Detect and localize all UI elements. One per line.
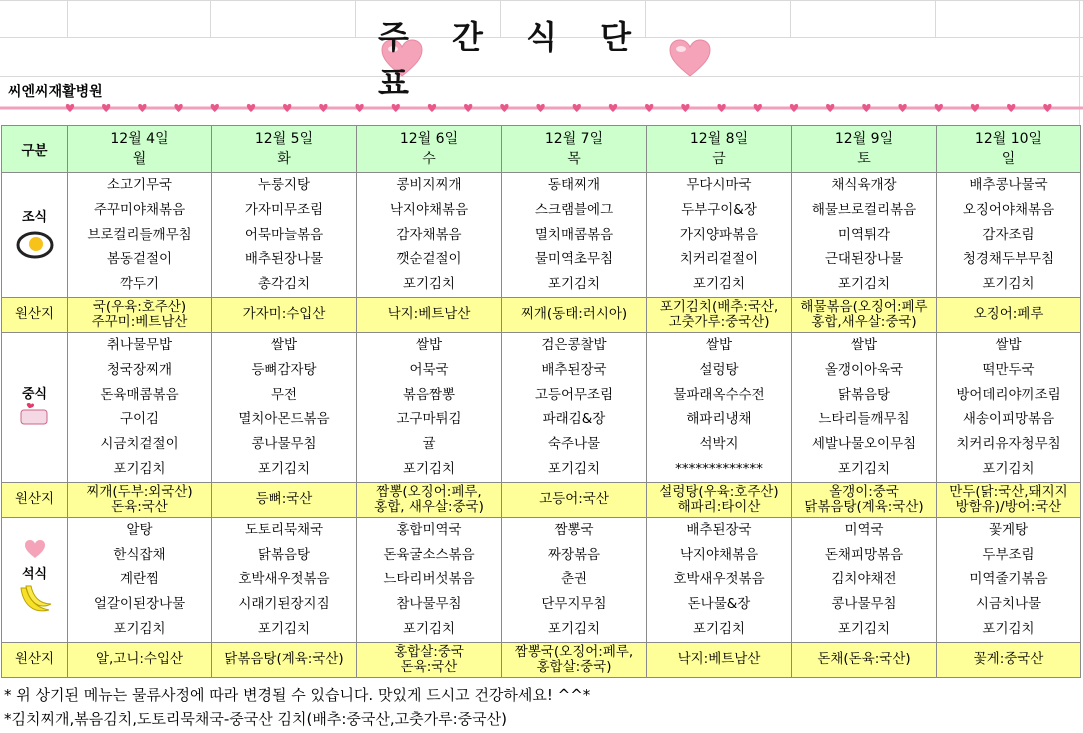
- menu-item: 짬뽕국: [554, 521, 594, 538]
- menu-cell: [357, 173, 502, 298]
- menu-cell: [212, 517, 357, 642]
- origin-text: 설렁탕(우육:호주산): [659, 483, 779, 500]
- menu-item: 멸치아몬드볶음: [238, 411, 330, 428]
- menu-cell: [937, 517, 1081, 642]
- origin-cell: [792, 297, 937, 332]
- menu-item: 포기김치: [113, 620, 166, 637]
- menu-item: 포기김치: [402, 620, 456, 637]
- menu-item: 포기김치: [402, 276, 456, 293]
- menu-item: 느타리들깨무침: [818, 411, 910, 428]
- origin-text: 홍합,새우살:중국): [811, 313, 917, 330]
- menu-item: 홍합미역국: [396, 521, 462, 538]
- origin-text: 꽃게:중국산: [973, 651, 1044, 668]
- menu-item: 도토리묵채국: [244, 521, 324, 538]
- menu-item: 단무지무침: [541, 596, 607, 613]
- menu-item: 근대된장나물: [824, 251, 904, 268]
- header-day: 12월 5일 화: [212, 126, 357, 173]
- menu-item: 시래기된장지짐: [238, 596, 330, 613]
- menu-item: 한식잡채: [113, 546, 166, 563]
- menu-item: 어묵국: [409, 361, 449, 378]
- origin-text: 등뼈:국산: [255, 491, 313, 508]
- origin-cell: [502, 482, 647, 517]
- origin-cell: [647, 297, 792, 332]
- origin-text: 닭볶음탕(계육:국산): [224, 651, 344, 668]
- menu-item: 포기김치: [257, 620, 311, 637]
- small-heart-icon: [247, 104, 255, 112]
- menu-item: 동태찌개: [547, 177, 601, 193]
- small-heart-icon: [319, 104, 327, 112]
- menu-item: 춘권: [560, 571, 588, 588]
- menu-cell: [647, 517, 792, 642]
- small-heart-icon: [211, 104, 219, 112]
- menu-item: 미역국: [844, 521, 884, 538]
- menu-item: 석박지: [699, 436, 739, 453]
- menu-item: 포기김치: [837, 276, 891, 293]
- origin-cell: [68, 642, 212, 677]
- small-heart-icon: [1007, 104, 1015, 112]
- menu-item: 감자채볶음: [396, 226, 462, 243]
- menu-item: 닭볶음탕: [257, 546, 311, 563]
- notice-text: * 위 상기된 메뉴는 물류사정에 따라 변경될 수 있습니다. 맛있게 드시고 건강하세요! ^^*: [4, 686, 591, 704]
- small-heart-icon: [283, 104, 291, 112]
- menu-item: 쌀밥: [270, 336, 298, 353]
- small-heart-icon: [500, 104, 508, 112]
- weekly-menu-table: [1, 125, 1081, 678]
- menu-item: *************: [675, 460, 763, 477]
- menu-item: 총각김치: [257, 276, 311, 293]
- fried-egg-icon: [15, 225, 55, 259]
- menu-item: 봄동겉절이: [106, 251, 173, 268]
- menu-item: 콩나물무침: [831, 596, 897, 613]
- menu-item: 설렁탕: [699, 361, 739, 378]
- small-heart-icon: [66, 104, 74, 112]
- origin-label: 원산지: [2, 642, 68, 677]
- menu-item: 해물브로컬리볶음: [811, 201, 917, 218]
- menu-item: 올갱이아욱국: [824, 361, 904, 378]
- origin-text: 홍합, 새우살:중국): [374, 498, 484, 515]
- menu-item: 누룽지탕: [257, 177, 311, 193]
- menu-item: 포기김치: [982, 460, 1035, 477]
- menu-cell: [502, 173, 647, 298]
- menu-item: 참나물무침: [396, 596, 462, 613]
- menu-cell: [357, 517, 502, 642]
- menu-item: 호박새우젓볶음: [238, 571, 330, 588]
- meal-label: 석식: [21, 567, 48, 583]
- banana-icon: [17, 582, 53, 616]
- small-heart-icon: [717, 104, 725, 112]
- menu-item: 볶음짬뽕: [402, 386, 456, 403]
- small-heart-icon: [102, 104, 110, 112]
- menu-cell: [937, 173, 1081, 298]
- origin-cell: [792, 482, 937, 517]
- menu-item: 고구마튀김: [396, 411, 462, 428]
- origin-cell: [68, 482, 212, 517]
- menu-item: 배추콩나물국: [969, 177, 1048, 193]
- menu-item: 짜장볶음: [547, 546, 601, 563]
- menu-item: 돈육매콤볶음: [100, 386, 179, 403]
- dinner-origin-row: [2, 642, 1081, 677]
- menu-item: 방어데리야끼조림: [956, 386, 1061, 403]
- meal-label: 중식: [21, 386, 48, 402]
- small-heart-icon: [428, 104, 436, 112]
- menu-item: 감자조림: [982, 226, 1035, 243]
- menu-item: 돈나물&장: [687, 596, 751, 613]
- breakfast-row: [2, 173, 1081, 298]
- menu-item: 포기김치: [113, 460, 166, 477]
- menu-item: 치커리겉절이: [679, 251, 759, 268]
- small-heart-icon: [138, 104, 146, 112]
- origin-text: 만두(닭:국산,돼지지: [949, 483, 1068, 500]
- origin-label: 원산지: [2, 297, 68, 332]
- origin-text: 가자미:수입산: [242, 306, 326, 323]
- small-heart-icon: [898, 104, 906, 112]
- menu-item: 낙지야채볶음: [389, 201, 469, 218]
- cake-icon: [17, 402, 53, 428]
- menu-item: 물미역초무침: [534, 251, 614, 268]
- menu-item: 돈육굴소스볶음: [383, 546, 475, 563]
- menu-item: 쌀밥: [850, 336, 878, 353]
- menu-item: 포기김치: [402, 460, 456, 477]
- origin-text: 고등어:국산: [539, 491, 609, 508]
- menu-item: 깻순겉절이: [396, 251, 462, 268]
- menu-item: 두부조림: [982, 546, 1035, 563]
- menu-cell: [502, 332, 647, 482]
- menu-item: 어묵마늘볶음: [244, 226, 324, 243]
- menu-item: 포기김치: [547, 460, 601, 477]
- menu-item: 낙지야채볶음: [679, 546, 759, 563]
- small-heart-icon: [573, 104, 581, 112]
- menu-item: 콩나물무침: [251, 436, 317, 453]
- origin-cell: [357, 642, 502, 677]
- menu-cell: [647, 173, 792, 298]
- breakfast-origin-row: [2, 297, 1081, 332]
- menu-item: 가자미무조림: [244, 201, 324, 218]
- origin-cell: [792, 642, 937, 677]
- menu-item: 포기김치: [257, 460, 311, 477]
- menu-item: 포기김치: [982, 620, 1035, 637]
- header-day: 12월 9일 토: [792, 126, 937, 173]
- lunch-label-cell: [2, 332, 68, 482]
- menu-item: 떡만두국: [982, 361, 1035, 378]
- menu-item: 무전: [270, 386, 298, 403]
- origin-text: 짬뽕국(오징어:페루,: [514, 643, 634, 660]
- origin-cell: [502, 642, 647, 677]
- origin-text: 오징어:페루: [973, 306, 1044, 323]
- origin-cell: [647, 482, 792, 517]
- origin-text: 돈채(돈육:국산): [817, 651, 911, 668]
- menu-item: 포기김치: [547, 276, 601, 293]
- header-row: [2, 126, 1081, 173]
- header-day: 12월 6일 수: [357, 126, 502, 173]
- small-heart-icon: [464, 104, 472, 112]
- menu-item: 등뼈감자탕: [251, 361, 317, 378]
- menu-cell: [647, 332, 792, 482]
- menu-item: 느타리버섯볶음: [383, 571, 475, 588]
- page-title: 주 간 식 단 표: [378, 18, 648, 102]
- origin-label: 원산지: [2, 482, 68, 517]
- menu-item: 배추된장나물: [244, 251, 324, 268]
- menu-cell: [792, 517, 937, 642]
- menu-item: 세발나물오이무침: [811, 436, 917, 453]
- menu-cell: [212, 332, 357, 482]
- small-heart-icon: [681, 104, 689, 112]
- menu-cell: [357, 332, 502, 482]
- header-day: 12월 7일 목: [502, 126, 647, 173]
- menu-item: 청경채두부무침: [962, 251, 1055, 268]
- menu-item: 닭볶음탕: [837, 386, 891, 403]
- menu-item: 시금치겉절이: [100, 436, 179, 453]
- menu-item: 치커리유자청무침: [956, 436, 1061, 453]
- origin-text: 낙지:베트남산: [677, 651, 761, 668]
- lunch-row: [2, 332, 1081, 482]
- menu-cell: [68, 517, 212, 642]
- origin-text: 찌개(두부:외국산): [86, 483, 193, 500]
- menu-item: 포기김치: [692, 276, 746, 293]
- origin-text: 돈육:국산: [400, 658, 458, 675]
- menu-item: 김치야채전: [831, 571, 897, 588]
- small-heart-icon: [1043, 104, 1051, 112]
- heart-icon: [668, 38, 712, 78]
- small-heart-icon: [971, 104, 979, 112]
- origin-cell: [212, 642, 357, 677]
- origin-cell: [647, 642, 792, 677]
- origin-text: 닭볶음탕(계육:국산): [804, 498, 924, 515]
- menu-cell: [937, 332, 1081, 482]
- small-heart-icon: [826, 104, 834, 112]
- small-heart-icon: [355, 104, 363, 112]
- menu-item: 배추된장국: [541, 361, 607, 378]
- menu-item: 시금치나물: [975, 596, 1042, 613]
- origin-text: 포기김치(배추:국산,: [659, 298, 779, 315]
- menu-cell: [792, 173, 937, 298]
- menu-item: 호박새우젓볶음: [673, 571, 765, 588]
- menu-item: 계란찜: [119, 571, 160, 588]
- menu-cell: [68, 173, 212, 298]
- menu-item: 파래김&장: [542, 411, 606, 428]
- menu-item: 가지양파볶음: [679, 226, 759, 243]
- header-gubun: 구분: [2, 126, 68, 173]
- menu-item: 오징어야채볶음: [962, 201, 1055, 218]
- menu-cell: [68, 332, 212, 482]
- menu-item: 미역줄기볶음: [969, 571, 1048, 588]
- menu-item: 새송이피망볶음: [962, 411, 1055, 428]
- origin-text: 고춧가루:중국산): [668, 313, 770, 330]
- small-heart-icon: [645, 104, 653, 112]
- small-heart-icon: [935, 104, 943, 112]
- small-heart-icon: [862, 104, 870, 112]
- menu-item: 포기김치: [837, 620, 891, 637]
- origin-text: 주꾸미:베트남산: [91, 313, 188, 330]
- dinner-row: [2, 517, 1081, 642]
- lunch-origin-row: [2, 482, 1081, 517]
- small-heart-icon: [536, 104, 544, 112]
- header-day: 12월 10일 일: [937, 126, 1081, 173]
- menu-item: 얼갈이된장나물: [93, 596, 186, 613]
- breakfast-label-cell: [2, 173, 68, 298]
- origin-text: 낙지:베트남산: [387, 306, 471, 323]
- origin-text: 홍합살:중국: [394, 643, 464, 660]
- origin-text: 홍합살:중국): [536, 658, 612, 675]
- origin-text: 짬뽕(오징어:페루,: [376, 483, 482, 500]
- origin-text: 해파리:타이산: [677, 498, 761, 515]
- menu-item: 해파리냉채: [686, 411, 752, 428]
- menu-item: 배추된장국: [686, 521, 752, 538]
- origin-text: 국(우육:호주산): [92, 298, 187, 315]
- header-day: 12월 4일 월: [68, 126, 212, 173]
- menu-item: 취나물무밥: [106, 336, 173, 353]
- menu-item: 포기김치: [982, 276, 1035, 293]
- menu-item: 쌀밥: [995, 336, 1022, 353]
- menu-item: 숙주나물: [547, 436, 601, 453]
- menu-cell: [792, 332, 937, 482]
- origin-cell: [937, 482, 1081, 517]
- heart-divider: [0, 100, 1083, 116]
- menu-item: 꽃게탕: [988, 521, 1029, 538]
- menu-item: 포기김치: [547, 620, 601, 637]
- menu-item: 주꾸미야채볶음: [93, 201, 186, 218]
- menu-cell: [502, 517, 647, 642]
- menu-item: 검은콩찰밥: [541, 336, 607, 353]
- origin-cell: [357, 297, 502, 332]
- small-heart-icon: [790, 104, 798, 112]
- menu-item: 구이김: [119, 411, 160, 428]
- origin-text: 올갱이:중국: [829, 483, 899, 500]
- origin-cell: [502, 297, 647, 332]
- title-block: [378, 18, 714, 102]
- origin-cell: [68, 297, 212, 332]
- menu-item: 소고기무국: [106, 177, 173, 193]
- small-heart-icon: [609, 104, 617, 112]
- menu-item: 스크램블에그: [534, 201, 614, 218]
- small-heart-icon: [754, 104, 762, 112]
- origin-cell: [937, 297, 1081, 332]
- hospital-name: 씨엔씨재활병원: [8, 84, 103, 100]
- origin-text: 방함유)/방어:국산: [955, 498, 1062, 515]
- menu-item: 무다시마국: [686, 177, 752, 193]
- small-heart-icon: [174, 104, 182, 112]
- menu-item: 포기김치: [837, 460, 891, 477]
- menu-item: 멸치매콤볶음: [534, 226, 614, 243]
- menu-item: 물파래옥수수전: [673, 386, 765, 403]
- header-day: 12월 8일 금: [647, 126, 792, 173]
- menu-item: 돈채피망볶음: [824, 546, 904, 563]
- menu-item: 귤: [422, 436, 436, 453]
- origin-cell: [937, 642, 1081, 677]
- origin-text: 찌개(동태:러시아): [520, 306, 628, 323]
- menu-item: 청국장찌개: [106, 361, 173, 378]
- menu-item: 쌀밥: [705, 336, 733, 353]
- menu-item: 고등어무조림: [534, 386, 614, 403]
- menu-item: 콩비지찌개: [396, 177, 462, 193]
- heart-icon: [23, 539, 47, 559]
- menu-item: 알탕: [126, 521, 153, 538]
- origin-cell: [357, 482, 502, 517]
- menu-item: 두부구이&장: [681, 201, 757, 218]
- origin-text: 알,고니:수입산: [95, 651, 184, 668]
- menu-item: 깍두기: [119, 276, 160, 293]
- origin-cell: [212, 482, 357, 517]
- menu-item: 채식육개장: [831, 177, 897, 193]
- menu-item: 쌀밥: [415, 336, 443, 353]
- kimchi-origin-note: *김치찌개,볶음김치,도토리묵채국-중국산 김치(배추:중국산,고춧가루:중국산): [4, 710, 507, 728]
- small-heart-icon: [392, 104, 400, 112]
- menu-cell: [212, 173, 357, 298]
- meal-label: 조식: [21, 210, 48, 226]
- menu-item: 포기김치: [692, 620, 746, 637]
- origin-cell: [212, 297, 357, 332]
- origin-text: 돈육:국산: [111, 498, 168, 515]
- origin-text: 해물볶음(오징어:페루: [800, 298, 928, 315]
- dinner-label-cell: [2, 517, 68, 642]
- menu-item: 미역튀각: [837, 226, 891, 243]
- menu-item: 브로컬리들깨무침: [87, 226, 192, 243]
